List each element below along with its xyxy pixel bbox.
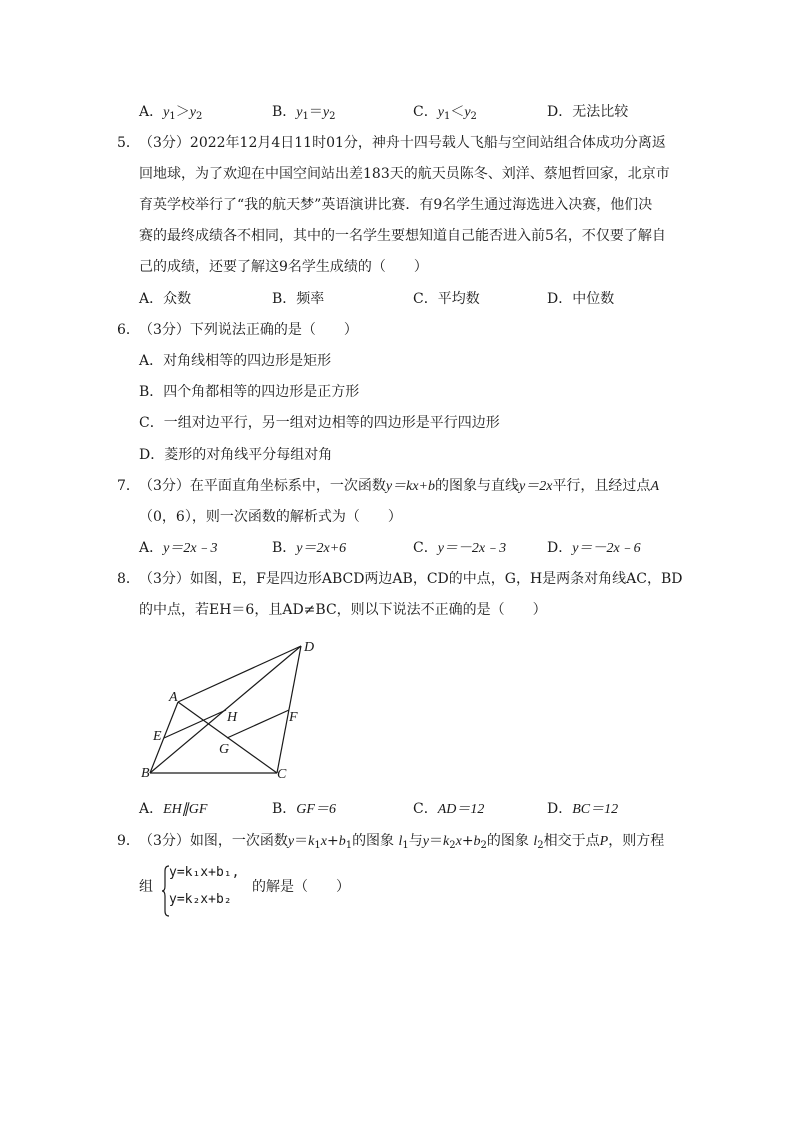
label-h: H: [227, 710, 238, 725]
q4-option-c[interactable]: C．$y_1<y_2$: [413, 104, 477, 122]
q8-number: 8．: [117, 571, 140, 587]
q5-number: 5．: [117, 135, 140, 151]
q5-stem-line: 育英学校举行了“我的航天梦”英语演讲比赛．有9名学生通过海选进入决赛，他们决: [139, 197, 653, 213]
q5-stem-line: 赛的最终成绩各不相同，其中的一名学生要想知道自己能否进入前5名，不仅要了解自: [139, 228, 666, 244]
q5-option-b[interactable]: B．频率: [272, 291, 325, 307]
q9-stem-line1: （3分）如图，一次函数$y=k_1x+b_1$的图象 $l_1$与$y=k_2x+b_2$的图象 $l_2$相交于点P，则方程: [139, 833, 665, 851]
q4-option-b[interactable]: B．$y_1=y_2$: [272, 104, 336, 122]
label-b: B: [141, 766, 150, 781]
q4-option-d[interactable]: D．无法比较: [547, 104, 629, 120]
q6-option-d[interactable]: D．菱形的对角线平分每组对角: [139, 447, 333, 463]
q5-stem-line: 己的成绩，还要了解这9名学生成绩的（ ）: [139, 259, 428, 275]
q6-option-c[interactable]: C．一组对边平行，另一组对边相等的四边形是平行四边形: [139, 415, 500, 431]
q5-option-c[interactable]: C．平均数: [413, 291, 480, 307]
q7-number: 7．: [117, 478, 140, 494]
q4-option-a[interactable]: A．$y_1>y_2$: [139, 104, 203, 122]
equation-1: y=k₁x+b₁,: [169, 865, 240, 880]
label-a: A: [169, 690, 178, 705]
q7-option-c[interactable]: C．y＝－2x﹣3: [413, 540, 507, 556]
q7-stem: （3分）在平面直角坐标系中，一次函数y＝kx+b的图象与直线y＝2x平行，且经过点A: [139, 478, 659, 494]
q5-option-a[interactable]: A．众数: [139, 291, 192, 307]
label-f: F: [289, 710, 298, 725]
q5-stem-line: （3分）2022年12月4日11时01分，神舟十四号载人飞船与空间站组合体成功分离返: [139, 135, 666, 151]
equation-2: y=k₂x+b₂: [169, 892, 232, 907]
q5-option-d[interactable]: D．中位数: [547, 291, 615, 307]
q6-number: 6．: [117, 322, 140, 338]
equation-system: [161, 865, 261, 915]
q6-option-a[interactable]: A．对角线相等的四边形是矩形: [139, 353, 332, 369]
q9-tail: 的解是（ ）: [252, 879, 350, 895]
edge-ad: [178, 646, 301, 702]
label-e: E: [153, 729, 162, 744]
label-g: G: [219, 742, 230, 757]
q8-option-a[interactable]: A．EH∥GF: [139, 801, 208, 817]
q8-option-b[interactable]: B．GF＝6: [272, 801, 336, 817]
q9-zu: 组: [139, 879, 153, 895]
label-d: D: [304, 640, 315, 655]
label-c: C: [277, 767, 287, 782]
q8-option-d[interactable]: D．BC＝12: [547, 801, 619, 817]
q5-stem-line: 回地球，为了欢迎在中国空间站出差183天的航天员陈冬、刘洋、蔡旭哲回家，北京市: [139, 166, 670, 182]
q8-option-c[interactable]: C．AD＝12: [413, 801, 485, 817]
q9-number: 9．: [117, 833, 140, 849]
q6-stem: （3分）下列说法正确的是（ ）: [139, 322, 358, 338]
q8-stem-line2: 的中点，若EH＝6，且AD≠BC，则以下说法不正确的是（ ）: [139, 602, 547, 618]
q7-option-b[interactable]: B．y＝2x+6: [272, 540, 347, 556]
q8-stem-line1: （3分）如图，E，F是四边形ABCD两边AB，CD的中点，G，H是两条对角线AC，BD: [139, 571, 683, 587]
q6-option-b[interactable]: B．四个角都相等的四边形是正方形: [139, 384, 360, 400]
q7-option-a[interactable]: A．y＝2x﹣3: [139, 540, 218, 556]
q7-option-d[interactable]: D．y＝－2x﹣6: [547, 540, 641, 556]
quadrilateral-figure: [130, 632, 330, 792]
q7-stem-line2: （0，6），则一次函数的解析式为（ ）: [139, 509, 402, 525]
